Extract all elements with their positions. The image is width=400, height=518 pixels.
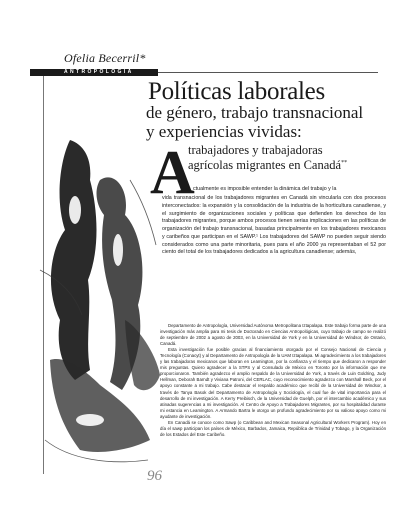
body-lead-line: ctualmente es imposible entender la dinámica del trabajo y la — [193, 186, 337, 192]
footnote: Esta investigación fue posible gracias al financiamiento otorgado por el Consejo Nacional de Ciencia y Tecnología (Conacyt) y al Departamento de Antropología de la UAM Iztapalapa. Mi agradecimiento a los trabajadores y las trabajadoras mexicanos que laboran en Leamington, por la confianza y el tiempo que dedicaron a responder mis preguntas. Quiero agradecer a la STPS y al Consulado de México en Toronto por la información que me proporcionaron. También agradezco el amplio respaldo de la Universidad de York, a través de Luin Goldring, Judy Hellman, Deborah Barndt y Viviana Patroni, del CERLAC, cuyo reconocimiento agradezco con Marshall Beck, por el apoyo constante a mi trabajo. Cabe destacar el respaldo académico que recibí de la Universidad de Windsor, a través de Tanya Basok del Departamento de Antropología y Sociología, el cual fue de vital importancia para el desarrollo de mi investigación. A Kerry Preibisch, de la Universidad de Guelph, por el intercambio académico y sus atinadas sugerencias a mi investigación. Al Centro de Apoyo a Trabajadores Migrantes, por su hospitalidad durante mi estancia en Leamington. A Armando Bartra le otorgo un profundo agradecimiento por su valioso apoyo como mi ayudante de investigación. — [160, 347, 386, 419]
author-name: Ofelia Becerril* — [64, 51, 146, 65]
drop-cap: A — [150, 139, 195, 207]
article-title: Políticas laborales — [148, 78, 325, 105]
footnote: En Canadá se conoce como Sawp (o Caribbean and Mexican Seasonal Agricultural Workers Program). Hoy en día el sawp participan los países de México, Barbados, Jamaica, República de Trinidad y Tobago, y la Organización de los Estados del Este Caribeño. — [160, 419, 386, 437]
article-subtitle: de género, trabajo transnacional y experiencias vividas: — [146, 103, 364, 141]
footnotes — [160, 323, 386, 438]
section-label: ANTROPOLOGÍA — [30, 69, 158, 76]
page-number: 96 — [147, 468, 162, 484]
footnote: Departamento de Antropología, Universidad Autónoma Metropolitana Iztapalapa. Este trabajo forma parte de una investigación más amplia para mi tesis de Doctorado en Ciencias Antropológicas, cuyo trabajo de campo se realizó de septiembre de 2002 a agosto de 2003, en la Universidad de York y en la Universidad de Windsor, de Ontario, Canadá. — [160, 323, 386, 347]
article-subsubtitle: trabajadores y trabajadoras agrícolas migrantes en Canadá** — [188, 143, 348, 173]
body-text: vida transnacional de los trabajadores migrantes en Canadá sin vincularla con dos procesos interconectados: la expansión y la consolidación de la industria de la horticultura canadiense, y el surgimiento de organizaciones sociales y políticas que defienden los derechos de los trabajadores migrantes, porque ambos procesos tienen serias implicaciones en las políticas de organización del trabajo transnacional, basadas principalmente en los trabajadores mexicanos y caribeños que participan en el SAWP.¹ Los trabajadores del SAWP no pueden seguir siendo considerados como una parte minoritaria, pues para el año 2000 ya representaban el 52 por ciento del total de los trabajadores dedicados a la agricultura canadiense; además, — [162, 195, 386, 256]
header-rule — [158, 72, 378, 73]
figure-illustration — [30, 120, 168, 480]
